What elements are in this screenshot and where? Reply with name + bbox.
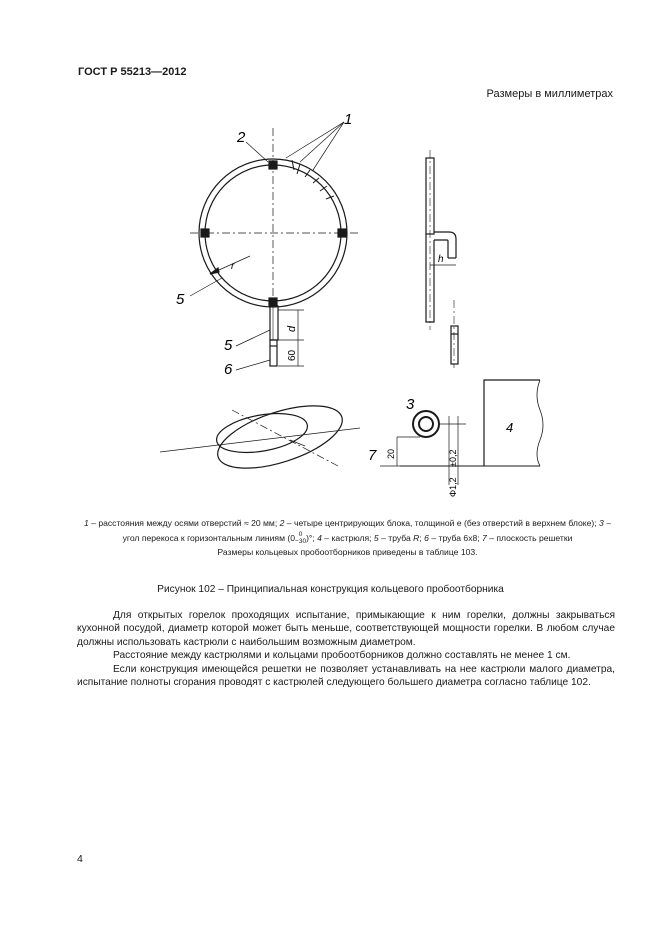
callout-6: 6 — [224, 361, 233, 378]
callout-5-upper: 5 — [176, 291, 185, 308]
document-header: ГОСТ Р 55213—2012 — [78, 66, 187, 78]
legend-text-2: – четыре центрирующих блока, толщиной e (без отверстий в верхнем блоке); — [284, 518, 600, 528]
callout-2: 2 — [237, 129, 246, 146]
legend-text-3: – угол перекоса к горизонтальным линиям (0 — [122, 518, 611, 543]
legend-num-3: 3 — [599, 518, 604, 528]
legend-num-2: 2 — [279, 518, 285, 528]
figure-caption: Рисунок 102 – Принципиальная конструкция кольцевого пробоотборника — [157, 584, 504, 595]
paragraph-2: Расстояние между кастрюлями и кольцами пробоотборников должно составлять не менее 1 см. — [113, 650, 571, 662]
dim-20: 20 — [386, 448, 396, 459]
legend-text-6: – труба 6х8; — [428, 532, 483, 543]
figure-legend — [80, 516, 615, 560]
legend-text-1: – расстояния между осями отверстий ≈ 20 мм; — [88, 518, 280, 528]
page-number: 4 — [77, 853, 83, 865]
legend-num-4: 4 — [317, 532, 322, 543]
callout-5-lower: 5 — [224, 337, 233, 354]
legend-text-3b: )°; — [306, 532, 318, 543]
callout-1: 1 — [344, 111, 353, 128]
units-note: Размеры в миллиметрах — [486, 88, 613, 100]
dim-h: h — [438, 254, 444, 265]
legend-r: R — [413, 532, 420, 543]
dim-phi: Φ1,2 — [448, 477, 458, 497]
dim-r: r — [231, 261, 235, 272]
paragraph-3: Если конструкция имеющейся решетки не позволяет устанавливать на нее кастрюли малого диаметра, испытание полноты сгорания проводят с кастрюлей следующего большего диаметра согласно таблице 102. — [77, 663, 615, 689]
paragraph-1: Для открытых горелок проходящих испытание, примыкающие к ним горелки, должны закрываться кухонной посудой, диаметр которой может быть меньше, соответствующей мощности горелки. В любом случае должны использовать кастрюли с наибольшим возможным диаметром. — [77, 610, 615, 648]
legend-num-1: 1 — [83, 518, 89, 528]
dim-60: 60 — [287, 349, 298, 361]
legend-num-6: 6 — [424, 532, 429, 543]
callout-7: 7 — [368, 447, 377, 464]
legend-num-7: 7 — [482, 532, 487, 543]
legend-sub: −30 — [295, 538, 307, 546]
body-text — [77, 609, 615, 689]
legend-text-4: – кастрюля; — [321, 532, 374, 543]
legend-text-5: – труба — [378, 532, 414, 543]
legend-text-5b: ; — [419, 532, 425, 543]
legend-text-7: – плоскость решетки — [486, 532, 573, 543]
legend-num-5: 5 — [373, 532, 379, 543]
dim-d: d — [286, 325, 298, 332]
legend-line-2: Размеры кольцевых пробоотборников приведены в таблице 103. — [217, 547, 478, 558]
callout-4: 4 — [506, 420, 514, 435]
callout-3: 3 — [406, 396, 415, 413]
legend-sup: 0 — [298, 531, 303, 539]
dim-tol: ±0,2 — [448, 449, 458, 467]
